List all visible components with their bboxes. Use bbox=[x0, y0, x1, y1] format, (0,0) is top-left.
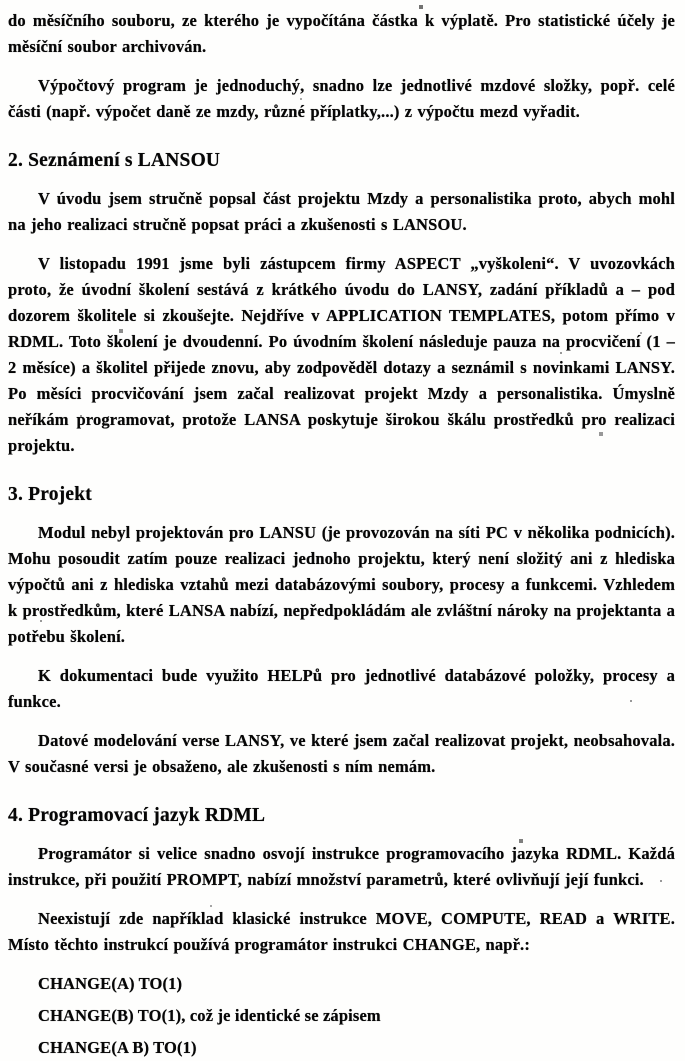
paragraph: V listopadu 1991 jsme byli zástupcem firmy ASPECT „vyškoleni“. V uvozovkách proto, že úvodní školení sestává z krátkého úvodu do LANSY, zadání příkladů a – pod dozorem školitele si zkoušejte. Nejdříve v APPLICATION TEMPLATES, potom přímo v RDML. Toto školení je dvoudenní. Po úvodním školení následuje pauza na procvičení (1 – 2 měsíce) a školitel přijede znovu, aby zodpověděl dotazy a seznámil s novinkami LANSY. Po měsíci procvičování jsem začal realizovat projekt Mzdy a personalistika. Úmyslně neříkám programovat, protože LANSA poskytuje širokou škálu prostředků pro realizaci projektu. bbox=[8, 254, 675, 455]
code-line: CHANGE(A B) TO(1) bbox=[38, 1038, 197, 1057]
paragraph: Výpočtový program je jednoduchý, snadno lze jednotlivé mzdové složky, popř. celé části (např. výpočet daně ze mzdy, různé příplatky,...) z výpočtu mezd vyřadit. bbox=[8, 76, 675, 121]
paragraph: Modul nebyl projektován pro LANSU (je provozován na síti PC v několika podnicích). Mohu posoudit zatím pouze realizaci jednoho projektu, který není složitý ani z hlediska výpočtů ani z hlediska vztahů mezi databázovými soubory, procesy a funkcemi. Vzhledem k prostředkům, které LANSA nabízí, nepředpokládám ale zvláštní nároky na projektanta a potřebu školení. bbox=[8, 523, 676, 646]
document-body bbox=[8, 8, 675, 1061]
scan-noise-specks bbox=[0, 0, 2, 2]
paragraph: Datové modelování verse LANSY, ve které jsem začal realizovat projekt, neobsahovala. V současné versi je obsaženo, ale zkušenosti s ním nemám. bbox=[8, 731, 675, 776]
paragraph: V úvodu jsem stručně popsal část projektu Mzdy a personalistika proto, abych mohl na jeho realizaci stručně popsat práci a zkušenosti s LANSOU. bbox=[8, 189, 675, 234]
section-heading: 4. Programovací jazyk RDML bbox=[8, 805, 266, 826]
paragraph: K dokumentaci bude využito HELPů pro jednotlivé databázové položky, procesy a funkce. bbox=[8, 666, 675, 711]
paragraph: do měsíčního souboru, ze kterého je vypočítána částka k výplatě. Pro statistické účely je měsíční soubor archivován. bbox=[8, 11, 675, 56]
section-heading: 3. Projekt bbox=[8, 484, 92, 505]
section-heading: 2. Seznámení s LANSOU bbox=[8, 150, 221, 171]
code-line: CHANGE(B) TO(1), což je identické se zápisem bbox=[38, 1006, 381, 1025]
code-line: CHANGE(A) TO(1) bbox=[38, 974, 183, 993]
paragraph: Neexistují zde například klasické instrukce MOVE, COMPUTE, READ a WRITE. Místo těchto instrukcí používá programátor instrukci CHANGE, např.: bbox=[8, 909, 675, 954]
paragraph: Programátor si velice snadno osvojí instrukce programovacího jazyka RDML. Každá instrukce, při použití PROMPT, nabízí množství parametrů, které ovlivňují její funkci. bbox=[8, 844, 675, 889]
